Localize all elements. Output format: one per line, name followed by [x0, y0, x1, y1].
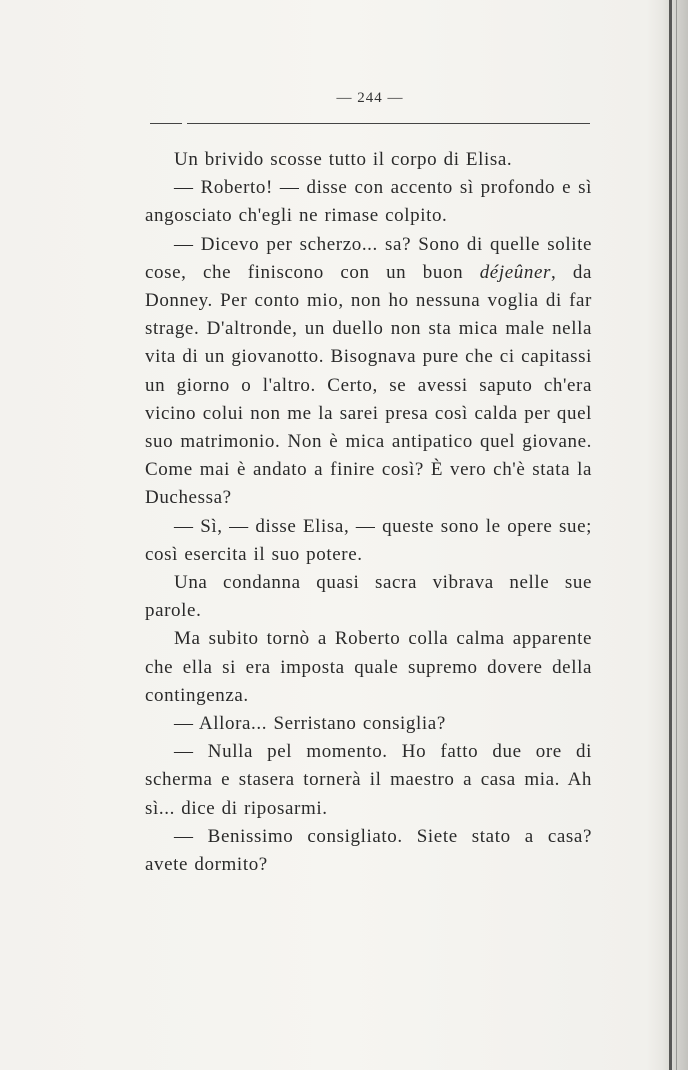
page-edge-line [669, 0, 672, 1070]
paragraph: — Roberto! — disse con accento sì profondo e sì angosciato ch'egli ne rimase colpito. [145, 177, 592, 227]
paragraph-text: — Dicevo per scherzo... sa? Sono di quelle solite cose, che finiscono con un buon [145, 233, 592, 283]
page-edge-line-thin [676, 0, 677, 1070]
body-text [145, 146, 592, 879]
paragraph-text: , da Donney. Per conto mio, non ho nessuna voglia di far strage. D'altronde, un duello non sta mica male nella vita di un giovanotto. Bisognava pure che ci capitassi un giorno o l'altro. Certo, se avessi saputo ch'era vicino colui non me la sarei presa così calda per quel suo matrimonio. Non è mica antipatico quel giovane. Come mai è andato a finire così? È vero ch'è stata la Duchessa? [145, 261, 592, 509]
paragraph: Ma subito tornò a Roberto colla calma apparente che ella si era imposta quale supremo dovere della contingenza. [145, 628, 592, 706]
paragraph: — Sì, — disse Elisa, — queste sono le opere sue; così esercita il suo potere. [145, 515, 592, 565]
paragraph [145, 231, 592, 513]
header-rule-gap [182, 121, 187, 126]
paragraph: — Allora... Serristano consiglia? [174, 713, 446, 735]
italic-word: déjeûner [479, 261, 551, 283]
header-rule [150, 123, 590, 124]
paragraph: Un brivido scosse tutto il corpo di Elisa. [174, 149, 513, 170]
page-edge-shadow [662, 0, 688, 1070]
page-number: — 244 — [336, 90, 404, 106]
paragraph: Una condanna quasi sacra vibrava nelle sue parole. [145, 572, 592, 622]
paragraph: — Nulla pel momento. Ho fatto due ore di scherma e stasera tornerà il maestro a casa mia. Ah sì... dice di riposarmi. [145, 741, 592, 819]
paragraph: — Benissimo consigliato. Siete stato a casa? avete dormito? [145, 825, 592, 876]
